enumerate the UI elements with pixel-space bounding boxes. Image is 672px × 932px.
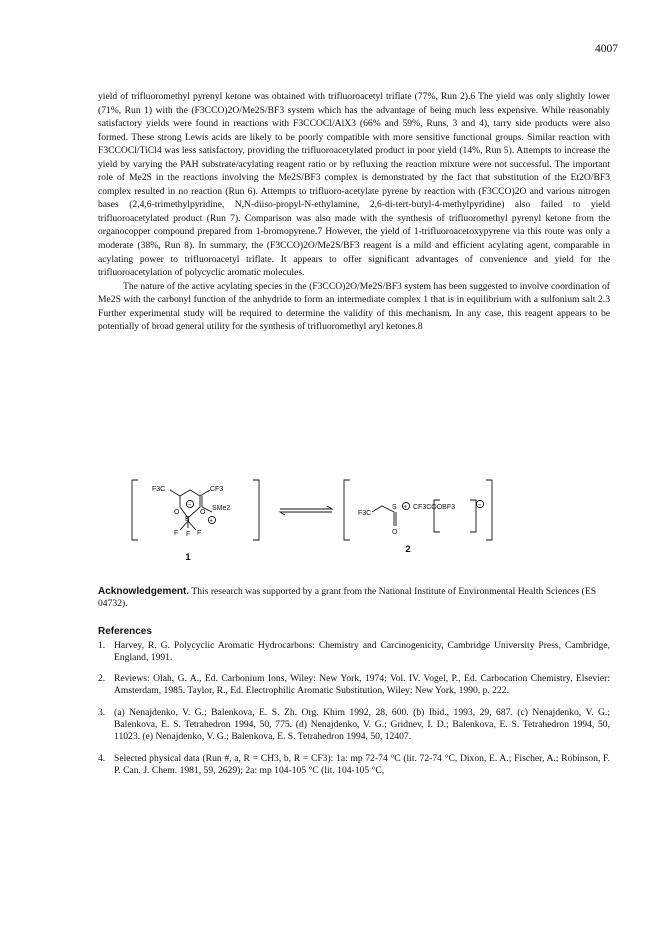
- compound-1-label: 1: [185, 552, 191, 563]
- bracket-right-1: [253, 480, 259, 540]
- reference-item: [98, 753, 610, 777]
- minus-sign-1: −: [187, 502, 192, 509]
- oxygen-label-2: O: [392, 529, 398, 536]
- f3c-label-1: F3C: [152, 486, 166, 493]
- cf3-label-1: CF3: [210, 486, 224, 493]
- bracket-left-2: [344, 480, 350, 540]
- equilibrium-arrow-forward: [280, 506, 332, 509]
- reference-number: 1.: [98, 640, 106, 651]
- minus-sign-2: −: [477, 501, 482, 509]
- acknowledgement: [98, 586, 608, 610]
- reference-number: 4.: [98, 753, 106, 764]
- paragraph-1: yield of trifluoromethyl pyrenyl ketone was obtained with trifluoroacetyl triflate (77%, Run 2).6 The yield was only slightly lower (71%, Run 1) with the (F3CCO)2O/Me2S/BF3 system which has the advantage of being much less expensive. While reasonably satisfactory yields were found in reactions with F3CCOCl/AlX3 (66% and 59%, Runs, 3 and 4), tarry side products were also formed. These strong Lewis acids are likely to be poorly compatible with more sensitive functional groups. Similar reaction with F3CCOCl/TiCl4 was less satisfactory, providing the trifluoroacetylated product in poor yield (14%, Run 5). Attempts to increase the yield by varying the PAH substrate/acylating reagent ratio or by refluxing the reaction mixture were not successful. The important role of Me2S in the reactions involving the Me2S/BF3 complex is demonstrated by the fact that substitution of the Et2O/BF3 complex resulted in no reaction (Run 6). Attempts to trifluoro-acetylate pyrene by reaction with (F3CCO)2O and various nitrogen bases (2,4,6-trimethylpyridine, N,N-diiso-propyl-N-ethylamine, 2,6-di-tert-butyl-4-methylpyridine) also failed to yield trifluoroacetylated product (Run 7). Comparison was also made with the synthesis of trifluoromethyl pyrenyl ketone from the organocopper compound prepared from 1-bromopyrene.7 However, the yield of 1-trifluoroacetoxypyrene via this route was only a moderate (38%, Run 8). In summary, the (F3CCO)2O/Me2S/BF3 reagent is a mild and efficient acylating agent, comparable in acylating power to trifluoroacetyl triflate. It appears to offer significant advantages of convenience and yield for the trifluoroacetylation of polycyclic aromatic molecules.: [98, 91, 610, 279]
- fluorine-label-1: F: [174, 530, 179, 537]
- page-number: 4007: [595, 43, 618, 55]
- bracket-right-2: [486, 480, 492, 540]
- fluorine-label-2: F: [186, 531, 191, 538]
- reference-text: Selected physical data (Run #, a, R = CH3, b, R = CF3): 1a: mp 72-74 °C (lit. 72-74 °C, Dixon, E. A.; Fischer, A.; Robinson, F. P. Can. J. Chem. 1981, 59, 2629); 2a: mp 104-105 °C (lit. 104-105 °C,: [114, 753, 610, 776]
- bracket-inner-right-2: [470, 500, 476, 532]
- reference-text: Harvey, R. G. Polycyclic Aromatic Hydrocarbons: Chemistry and Carcinogenicity, Cambridge University Press, Cambridge, England, 1991.: [114, 640, 610, 663]
- f3c-label-2: F3C: [358, 510, 372, 517]
- body-text: [98, 90, 610, 334]
- equilibrium-arrow-back: [280, 512, 332, 515]
- sme2-label: SMe2: [212, 505, 231, 512]
- acknowledgement-heading: Acknowledgement.: [98, 586, 190, 597]
- reference-text: (a) Nenajdenko, V. G.; Balenkova, E. S. Zh. Org. Khim 1992, 28, 600. (b) Ibid., 1993, 29, 687. (c) Nenajdenko, V. G.; Balenkova, E. S. Tetrahedron 1994, 50, 775. (d) Nenajdenko, V. G.; Gridnev, I. D.; Balenkova, E. S. Tetrahedron 1994, 50, 11023. (e) Nenajdenko, V. G.; Balenkova, E. S. Tetrahedron 1994, 50, 12407.: [114, 707, 610, 742]
- bracket-left-1: [132, 480, 138, 540]
- reference-number: 3.: [98, 707, 106, 718]
- equilibrium-scheme: [108, 476, 588, 572]
- references: [98, 626, 610, 787]
- plus-sign-2: +: [403, 503, 407, 511]
- o-left-label: O: [174, 509, 180, 516]
- anion-label: CF3COOBF3: [413, 504, 456, 511]
- scheme-drawing: [108, 476, 588, 572]
- o-right-label: O: [200, 509, 206, 516]
- sulfur-label: S: [392, 504, 397, 511]
- reference-text: Reviews: Olah, G. A., Ed. Carbonium Ions, Wiley: New York, 1974; Vol. IV. Vogel, P., Ed. Carbocation Chemistry, Elsevier: Amsterdam, 1985. Taylor, R., Ed. Electrophilic Aromatic Substitution, Wiley: New York, 1990, p. 222.: [114, 673, 610, 696]
- reference-item: [98, 673, 610, 697]
- fluorine-label-3: F: [197, 530, 202, 537]
- reference-item: [98, 640, 610, 664]
- acknowledgement-text: This research was supported by a grant from the National Institute of Environmental Health Sciences (ES 04732).: [98, 586, 597, 609]
- plus-sign-1: +: [209, 517, 213, 525]
- reference-number: 2.: [98, 673, 106, 684]
- paragraph-2: The nature of the active acylating species in the (F3CCO)2O/Me2S/BF3 system has been suggested to involve coordination of Me2S with the carbonyl function of the anhydride to form an intermediate complex 1 that is in equilibrium with a sulfonium salt 2.3 Further experimental study will be required to determine the validity of this mechanism. In any case, this reagent appears to be potentially of broad general utility for the synthesis of trifluoromethyl aryl ketones.8: [98, 280, 610, 333]
- reference-item: [98, 707, 610, 743]
- boron-label: B: [185, 516, 190, 523]
- carbonyl-double-bond: [394, 512, 396, 526]
- compound-2-label: 2: [405, 544, 411, 555]
- sulfonium-backbone: [372, 506, 394, 512]
- references-heading: References: [98, 626, 152, 637]
- anhydride-backbone: [170, 490, 210, 496]
